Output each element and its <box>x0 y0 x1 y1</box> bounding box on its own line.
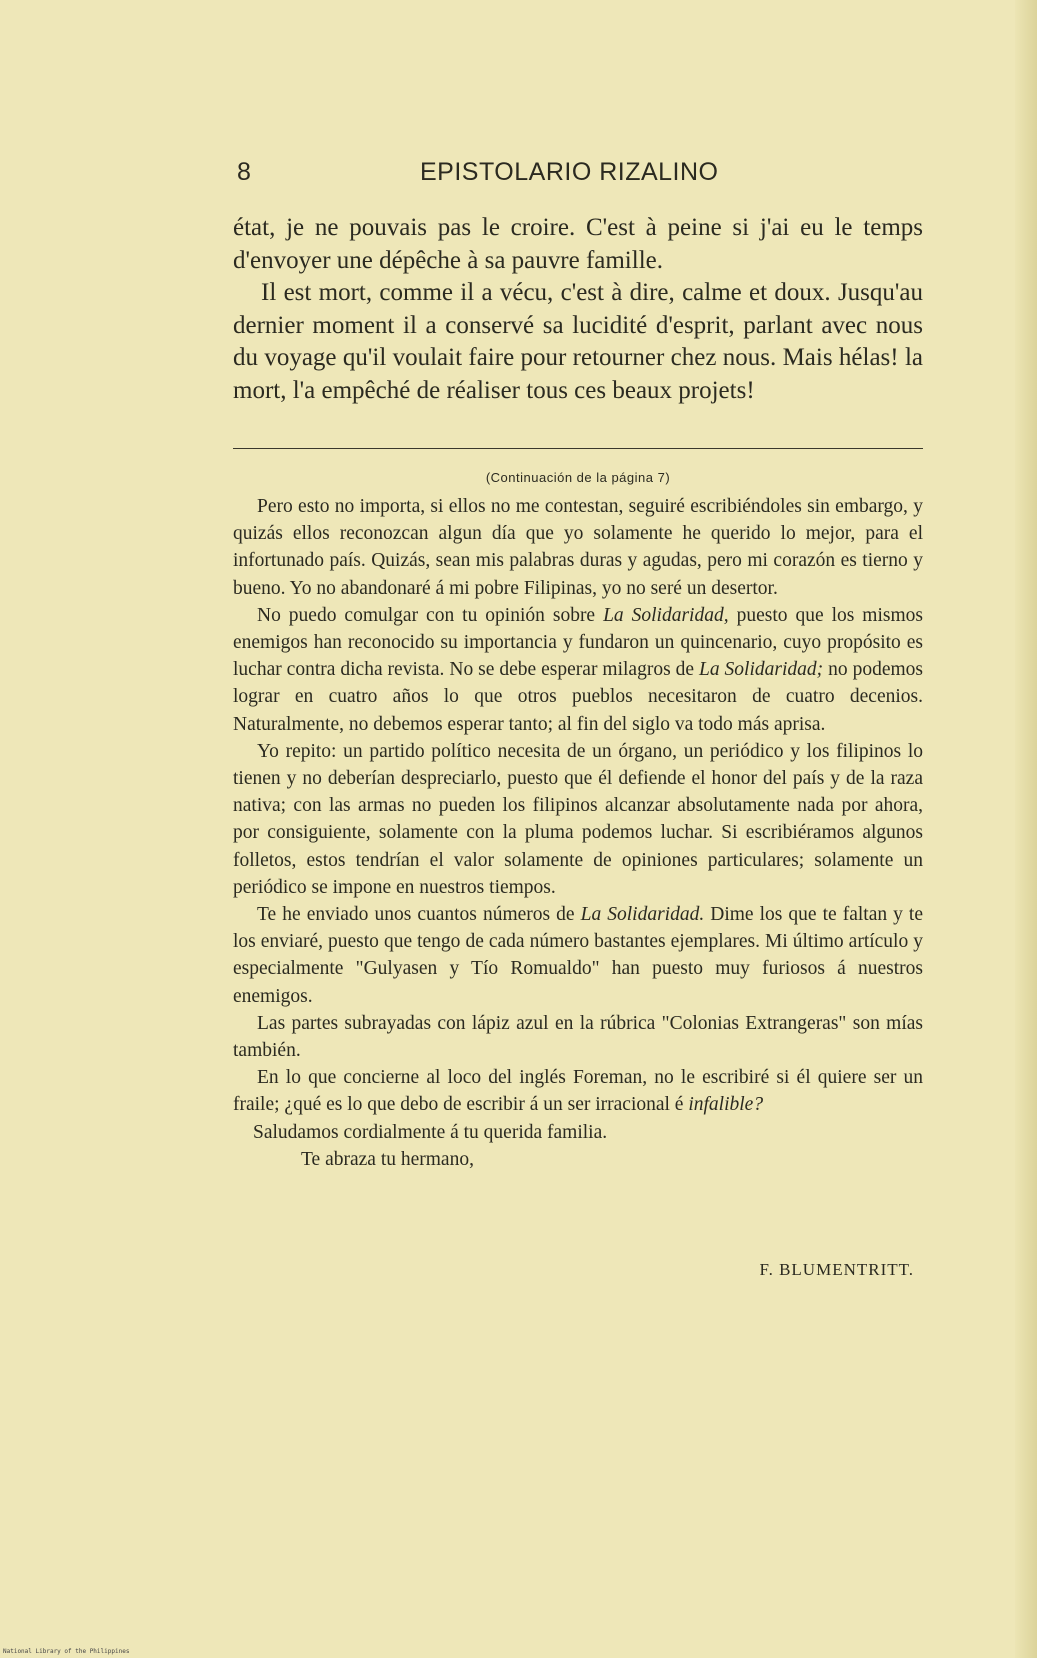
italic-title: La Solidaridad. <box>580 904 705 926</box>
letter-paragraph: Yo repito: un partido político necesita de un órgano, un periódico y los filipinos lo tienen y no deberían despreciarlo, puesto que él defiende el honor del país y de la raza nativa; con las armas no pueden los filipinos alcanzar absolutamente nada por ahora, por consiguiente, solamente con la pluma podemos luchar. Si escribiéramos algunos folletos, estos tendrían el valor solamente de opiniones particulares; solamente un periódico se impone en nuestros tiempos. <box>233 740 923 898</box>
letter-paragraph: En lo que concierne al loco del inglés Foreman, no le escribiré si él quiere ser un fraile; ¿qué es lo que debo de escribir á un ser irracional é infalible? <box>233 1067 923 1116</box>
letter-paragraph: Las partes subrayadas con lápiz azul en la rúbrica "Colonias Extrangeras" son mías también. <box>233 1012 923 1062</box>
letter-paragraph: Pero esto no importa, si ellos no me contestan, seguiré escribiéndoles sin embargo, y quizás ellos reconozcan algun día que yo solamente he querido lo mejor, para el infortunado país. Quizás, sean mis palabras duras y agudas, pero mi corazón es tierno y bueno. Yo no abandonaré á mi pobre Filipinas, yo no seré un desertor. <box>233 496 923 599</box>
italic-word: infalible? <box>688 1094 764 1116</box>
upper-paragraph: Il est mort, comme il a vécu, c'est à dire, calme et doux. Jusqu'au dernier moment il a conservé sa lucidité d'esprit, parlant avec nous du voyage qu'il voulait faire pour retourner chez nous. Mais hélas! la mort, l'a empêché de réaliser tous ces beaux projets! <box>233 279 923 404</box>
letter-paragraph: No puedo comulgar con tu opinión sobre La Solidaridad, puesto que los mismos enemigos han reconocido su importancia y fundaron un quincenario, cuyo propósito es luchar contra dicha revista. No se debe esperar milagros de La Solidaridad; no podemos lograr en cuatro años lo que otros pueblos necesitaron de cuatro decenios. Naturalmente, no debemos esperar tanto; al fin del siglo va todo más aprisa. <box>233 604 923 735</box>
signature: F. BLUMENTRITT. <box>759 1260 914 1279</box>
continuation-note: (Continuación de la página 7) <box>485 470 671 485</box>
closing-line: Te abraza tu hermano, <box>301 1148 474 1170</box>
running-title: EPISTOLARIO RIZALINO <box>420 158 719 186</box>
letter-body <box>233 493 923 1173</box>
section-divider <box>233 448 923 449</box>
page-number: 8 <box>237 158 252 186</box>
upper-paragraph: état, je ne pouvais pas le croire. C'est à peine si j'ai eu le temps d'envoyer une dépêche à sa pauvre famille. <box>233 214 923 274</box>
upper-text-block <box>233 212 923 407</box>
letter-paragraph: Te he enviado unos cuantos números de La Solidaridad. Dime los que te faltan y te los enviaré, puesto que tengo de cada número bastantes ejemplares. Mi último artículo y especialmente "Gulyasen y Tío Romualdo" han puesto muy furiosos á nuestros enemigos. <box>233 904 923 1007</box>
library-footer: National Library of the Philippines <box>3 1648 130 1655</box>
page-edge <box>1015 0 1037 1658</box>
closing-line: Saludamos cordialmente á tu querida familia. <box>253 1121 608 1143</box>
italic-title: La Solidaridad; <box>699 659 824 681</box>
italic-title: La Solidaridad, <box>603 604 729 626</box>
